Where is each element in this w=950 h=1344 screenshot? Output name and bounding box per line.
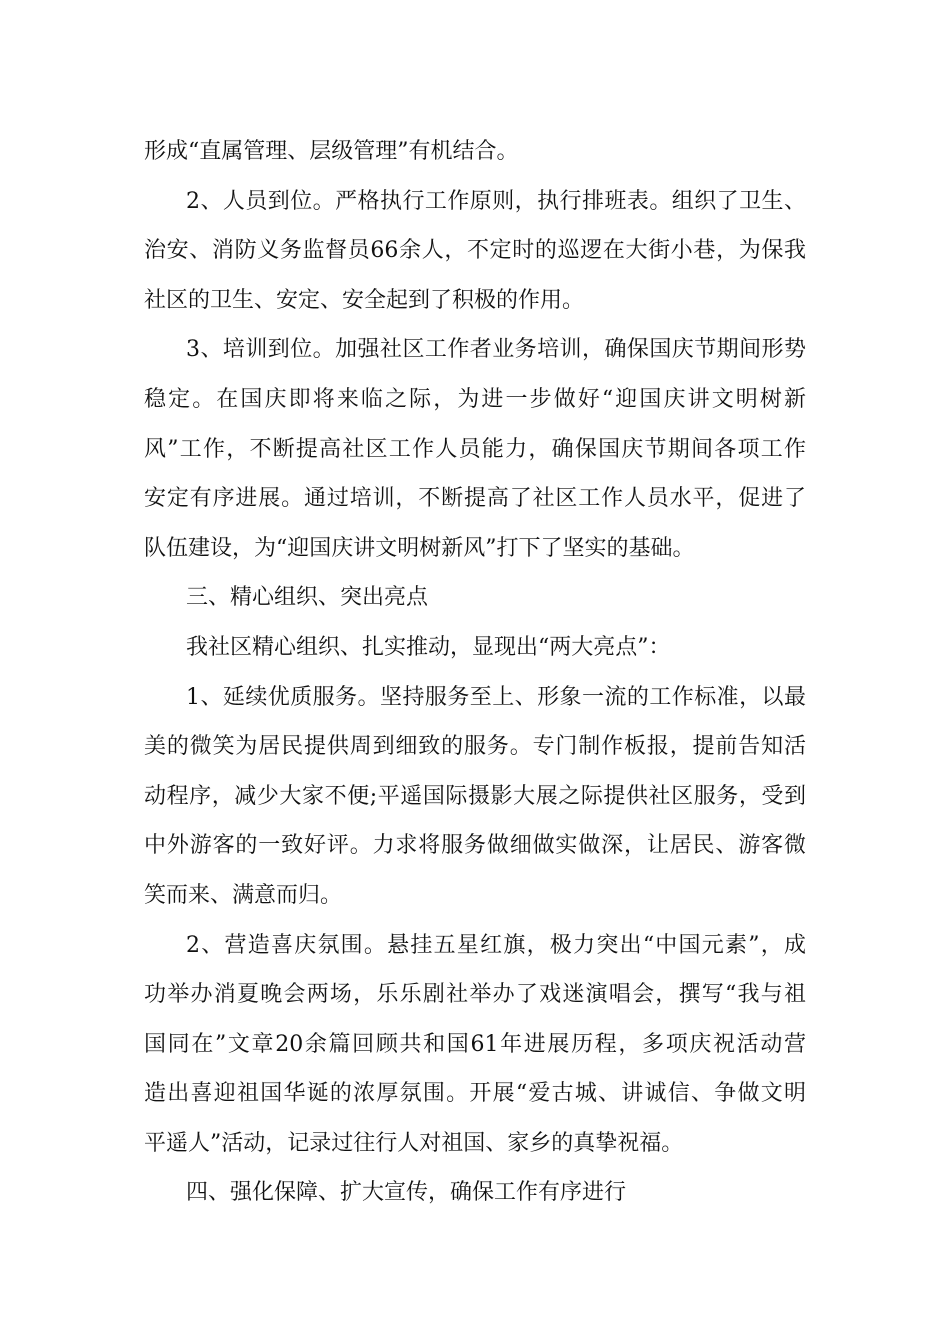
text-line: 治安、消防义务监督员66余人，不定时的巡逻在大街小巷，为保我 [144,238,806,264]
paragraph [144,921,806,1169]
text-line: 稳定。在国庆即将来临之际，为进一步做好“迎国庆讲文明树新 [144,386,806,412]
text-line: 造出喜迎祖国华诞的浓厚氛围。开展“爱古城、讲诚信、争做文明 [144,1081,806,1107]
text-line: 社区的卫生、安定、安全起到了积极的作用。 [144,287,585,313]
text-line: 国同在”文章20余篇回顾共和国61年进展历程，多项庆祝活动营 [144,1031,806,1057]
paragraph [144,325,806,573]
text-line: 美的微笑为居民提供周到细致的服务。专门制作板报，提前告知活 [144,734,806,760]
text-line: 形成“直属管理、层级管理”有机结合。 [144,139,519,164]
text-line: 2、营造喜庆氛围。悬挂五星红旗，极力突出“中国元素”，成 [186,932,806,958]
text-line: 三、精心组织、突出亮点 [186,585,429,611]
paragraph [144,127,806,177]
text-line: 四、强化保障、扩大宣传，确保工作有序进行 [186,1180,627,1206]
paragraph [144,623,806,673]
paragraph [144,673,806,921]
text-line: 笑而来、满意而归。 [144,882,343,908]
text-line: 我社区精心组织、扎实推动，显现出“两大亮点”： [186,634,671,660]
text-line: 动程序，减少大家不便;平遥国际摄影大展之际提供社区服务，受到 [144,783,806,809]
text-line: 安定有序进展。通过培训，不断提高了社区工作人员水平，促进了 [144,486,806,512]
paragraph [144,573,806,623]
text-line: 2、人员到位。严格执行工作原则，执行排班表。组织了卫生、 [186,188,806,214]
text-line: 1、延续优质服务。坚持服务至上、形象一流的工作标准，以最 [186,684,806,710]
text-line: 平遥人”活动，记录过往行人对祖国、家乡的真挚祝福。 [144,1130,684,1156]
text-line: 3、培训到位。加强社区工作者业务培训，确保国庆节期间形势 [186,337,806,363]
text-line: 中外游客的一致好评。力求将服务做细做实做深，让居民、游客微 [144,833,806,859]
paragraph [144,1168,806,1218]
paragraph [144,177,806,326]
document-page [144,127,806,1218]
text-line: 功举办消夏晚会两场，乐乐剧社举办了戏迷演唱会，撰写“我与祖 [144,982,806,1008]
text-line: 队伍建设，为“迎国庆讲文明树新风”打下了坚实的基础。 [144,535,695,561]
text-line: 风”工作，不断提高社区工作人员能力，确保国庆节期间各项工作 [144,436,806,462]
